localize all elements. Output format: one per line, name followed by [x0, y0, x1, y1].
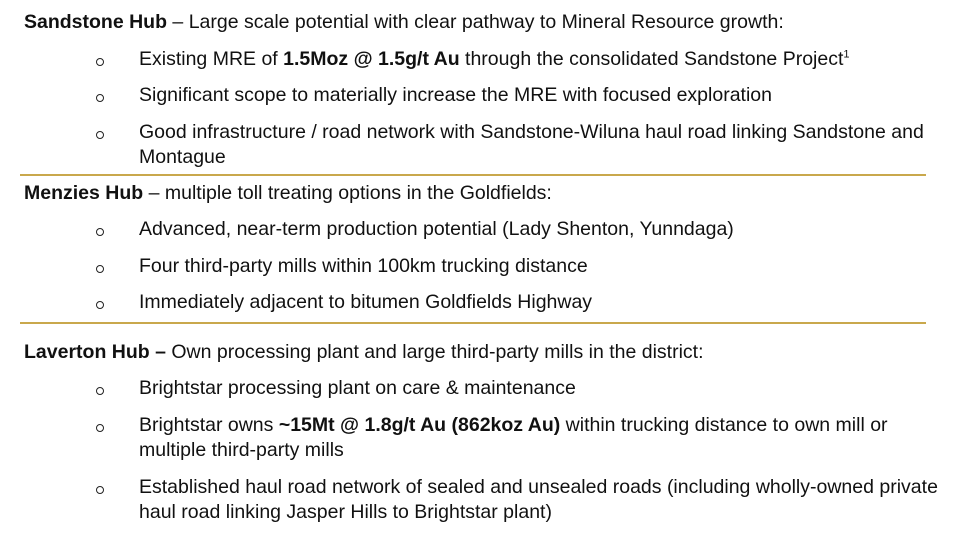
hollow-bullet-icon [94, 376, 106, 400]
list-item-text: Significant scope to materially increase the MRE with focused exploration [139, 84, 772, 106]
section-title: Menzies Hub [24, 182, 144, 204]
list-item-text: Established haul road network of sealed and unsealed roads (including wholly-owned private haul road linking Jasper Hills to Brightstar plant) [139, 476, 938, 523]
hollow-bullet-icon [94, 120, 106, 144]
section-divider [20, 174, 926, 176]
hollow-bullet-icon [94, 217, 106, 241]
hollow-bullet-icon [94, 413, 106, 437]
section-subtitle: multiple toll treating options in the Goldfields: [164, 182, 552, 204]
list-item-text: Four third-party mills within 100km trucking distance [139, 255, 588, 277]
list-item-text: Advanced, near-term production potential (Lady Shenton, Yunndaga) [139, 218, 734, 240]
list-item-text: Brightstar owns ~15Mt @ 1.8g/t Au (862koz Au) within trucking distance to own mill or multiple third-party mills [139, 414, 888, 461]
list-item-text: Existing MRE of 1.5Moz @ 1.5g/t Au through the consolidated Sandstone Project$^1$ [139, 48, 850, 70]
section-divider [20, 322, 926, 324]
hollow-bullet-icon [94, 83, 106, 107]
list-item-text: Immediately adjacent to bitumen Goldfields Highway [139, 291, 593, 313]
sandstone-hub-heading: Sandstone Hub – Large scale potential with clear pathway to Mineral Resource growth: [24, 11, 784, 33]
menzies-hub-heading: Menzies Hub – multiple toll treating options in the Goldfields: [24, 182, 552, 204]
section-subtitle: Own processing plant and large third-party mills in the district: [171, 341, 704, 363]
list-item-text: Good infrastructure / road network with Sandstone-Wiluna haul road linking Sandstone and Montague [139, 121, 924, 168]
hollow-bullet-icon [94, 475, 106, 499]
laverton-hub-heading [24, 340, 704, 364]
hollow-bullet-icon [94, 290, 106, 314]
section-subtitle: Large scale potential with clear pathway to Mineral Resource growth: [188, 11, 784, 33]
list-item-text: Brightstar processing plant on care & maintenance [139, 377, 576, 399]
hollow-bullet-icon [94, 47, 106, 71]
hollow-bullet-icon [94, 254, 106, 278]
section-title: Sandstone Hub [24, 11, 168, 33]
section-title: Laverton Hub – [24, 341, 166, 363]
